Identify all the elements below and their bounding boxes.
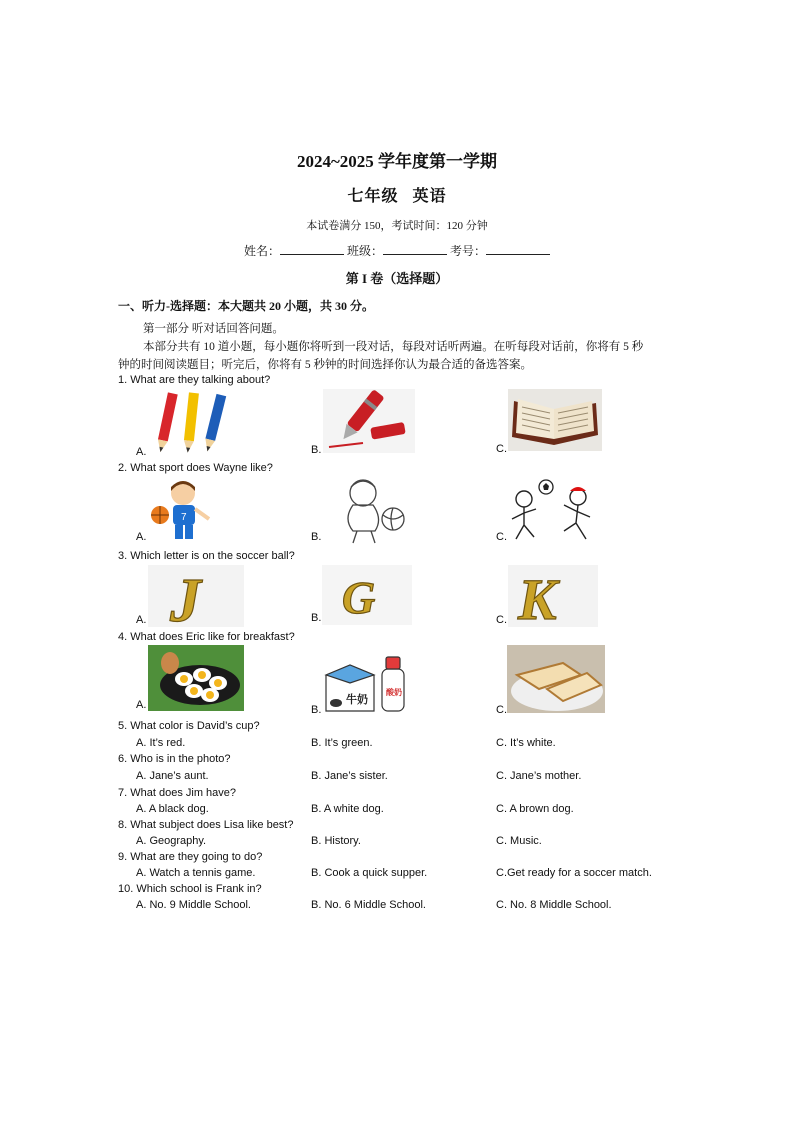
question-5: 5. What color is David’s cup? xyxy=(118,720,260,732)
q9-option-c: C.Get ready for a soccer match. xyxy=(496,867,652,879)
q6-option-c: C. Jane’s mother. xyxy=(496,770,582,782)
part-title: 第一部分 听对话回答问题。 xyxy=(143,323,284,335)
q5-option-a: A. It’s red. xyxy=(136,737,186,749)
instructions-line-2: 钟的时间阅读题目；听完后，你将有 5 秒钟的时间选择你认为最合适的备选答案。 xyxy=(118,359,532,371)
exam-no-label: 考号： xyxy=(450,244,487,258)
q7-option-a: A. A black dog. xyxy=(136,803,209,815)
eggs-image xyxy=(148,645,244,711)
colored-pencils-image xyxy=(148,391,240,457)
q1-option-c-label: C. xyxy=(496,443,507,455)
question-7: 7. What does Jim have? xyxy=(118,787,237,799)
subject-label: 英语 xyxy=(412,188,447,205)
q2-option-b-label: B. xyxy=(311,531,322,543)
yogurt-label: 酸奶 xyxy=(386,688,402,697)
q6-option-a: A. Jane’s aunt. xyxy=(136,770,209,782)
exam-no-field[interactable] xyxy=(486,244,550,255)
question-10: 10. Which school is Frank in? xyxy=(118,883,262,895)
q10-option-a: A. No. 9 Middle School. xyxy=(136,899,251,911)
q2-option-a-label: A. xyxy=(136,531,147,543)
q3-option-a-label: A. xyxy=(136,614,147,626)
q6-option-b: B. Jane’s sister. xyxy=(311,770,388,782)
q10-option-c: C. No. 8 Middle School. xyxy=(496,899,612,911)
letter-j: J xyxy=(170,567,201,627)
milk-image xyxy=(322,647,414,717)
q4-option-a-label: A. xyxy=(136,699,147,711)
q3-option-b-label: B. xyxy=(311,612,322,624)
question-4: 4. What does Eric like for breakfast? xyxy=(118,631,295,643)
q9-option-b: B. Cook a quick supper. xyxy=(311,867,428,879)
class-field[interactable] xyxy=(383,244,447,255)
q9-option-a: A. Watch a tennis game. xyxy=(136,867,256,879)
q10-option-b: B. No. 6 Middle School. xyxy=(311,899,426,911)
name-label: 姓名： xyxy=(244,244,281,258)
q8-option-a: A. Geography. xyxy=(136,835,207,847)
soccer-kids-image xyxy=(506,475,604,545)
bread-image xyxy=(507,645,605,713)
fountain-pen-image xyxy=(323,389,415,453)
name-field[interactable] xyxy=(280,244,344,255)
exam-info: 本试卷满分 150，考试时间：120 分钟 xyxy=(306,220,488,232)
question-1: 1. What are they talking about? xyxy=(118,374,271,386)
q3-option-c-label: C. xyxy=(496,614,507,626)
question-6: 6. Who is in the photo? xyxy=(118,753,231,765)
q5-option-b: B. It’s green. xyxy=(311,737,373,749)
question-2: 2. What sport does Wayne like? xyxy=(118,462,273,474)
q1-option-a-label: A. xyxy=(136,446,147,458)
volume-title: 第 I 卷（选择题） xyxy=(345,271,449,286)
section-heading: 一、听力-选择题：本大题共 20 小题，共 30 分。 xyxy=(118,299,374,313)
letter-j-image xyxy=(148,565,244,627)
basketball-boy-image xyxy=(147,477,217,545)
instructions-line-1: 本部分共有 10 道小题，每小题你将听到一段对话，每段对话听两遍。在听每段对话前，你将有 5 秒 xyxy=(143,341,644,353)
class-label: 班级： xyxy=(347,244,384,258)
q7-option-c: C. A brown dog. xyxy=(496,803,574,815)
question-8: 8. What subject does Lisa like best? xyxy=(118,819,294,831)
letter-g-image xyxy=(322,565,412,625)
q4-option-b-label: B. xyxy=(311,704,322,716)
page-title: 2024~2025 学年度第一学期 xyxy=(296,152,498,171)
grade-subject xyxy=(0,183,794,206)
question-9: 9. What are they going to do? xyxy=(118,851,263,863)
open-book-image xyxy=(508,389,602,451)
q4-option-c-label: C. xyxy=(496,704,507,716)
student-fields xyxy=(244,242,553,259)
q7-option-b: B. A white dog. xyxy=(311,803,384,815)
q8-option-c: C. Music. xyxy=(496,835,542,847)
question-3: 3. Which letter is on the soccer ball? xyxy=(118,550,295,562)
svg-text:7: 7 xyxy=(181,512,187,523)
letter-g: G xyxy=(342,572,376,623)
q5-option-c: C. It’s white. xyxy=(496,737,556,749)
letter-k: K xyxy=(518,567,557,627)
q2-option-c-label: C. xyxy=(496,531,507,543)
q1-option-b-label: B. xyxy=(311,444,322,456)
volleyball-boy-image xyxy=(323,475,413,545)
milk-label: 牛奶 xyxy=(346,693,368,706)
letter-k-image xyxy=(508,565,598,627)
q8-option-b: B. History. xyxy=(311,835,361,847)
grade-label: 七年级 xyxy=(347,188,399,205)
